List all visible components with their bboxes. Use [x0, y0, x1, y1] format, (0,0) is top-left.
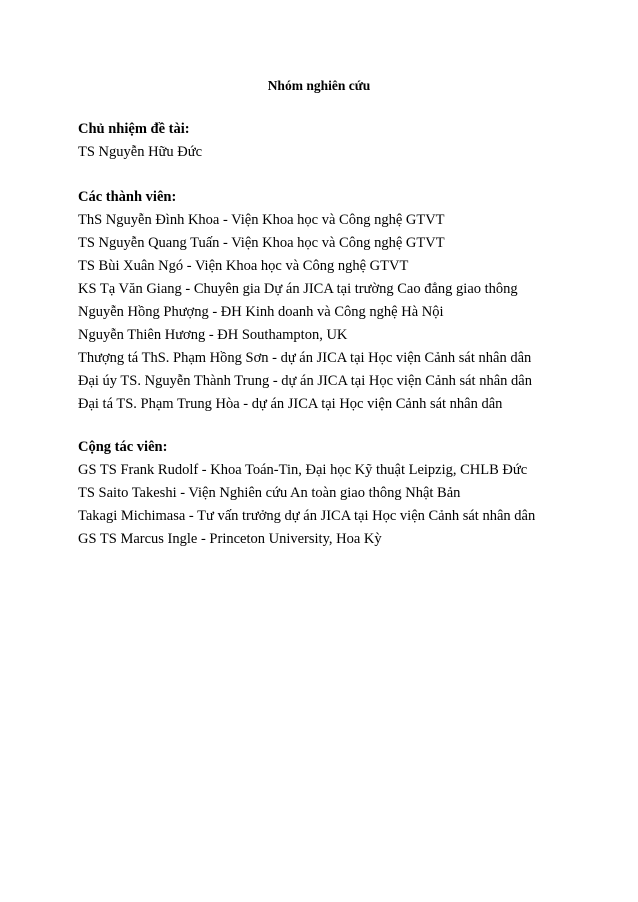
- leader-name: TS Nguyễn Hữu Đức: [78, 144, 203, 160]
- member-item: KS Tạ Văn Giang - Chuyên gia Dự án JICA tại trường Cao đẳng giao thông: [78, 281, 518, 297]
- collaborators-heading: Cộng tác viên:: [78, 439, 168, 455]
- leader-section: [78, 118, 608, 164]
- member-item: TS Bùi Xuân Ngó - Viện Khoa học và Công nghệ GTVT: [78, 258, 409, 274]
- member-item: ThS Nguyễn Đình Khoa - Viện Khoa học và Công nghệ GTVT: [78, 212, 445, 228]
- collaborator-item: GS TS Frank Rudolf - Khoa Toán-Tin, Đại học Kỹ thuật Leipzig, CHLB Đức: [78, 462, 528, 478]
- collaborator-item: GS TS Marcus Ingle - Princeton University, Hoa Kỳ: [78, 531, 382, 547]
- members-heading: Các thành viên:: [78, 189, 177, 205]
- member-item: Nguyễn Hồng Phượng - ĐH Kinh doanh và Công nghệ Hà Nội: [78, 304, 444, 320]
- member-item: TS Nguyễn Quang Tuấn - Viện Khoa học và Công nghệ GTVT: [78, 235, 445, 251]
- member-item: Nguyễn Thiên Hương - ĐH Southampton, UK: [78, 327, 348, 343]
- collaborators-section: [78, 436, 608, 551]
- collaborator-item: TS Saito Takeshi - Viện Nghiên cứu An toàn giao thông Nhật Bản: [78, 485, 461, 501]
- collaborator-item: Takagi Michimasa - Tư vấn trưởng dự án JICA tại Học viện Cảnh sát nhân dân: [78, 508, 536, 524]
- member-item: Đại tá TS. Phạm Trung Hòa - dự án JICA tại Học viện Cảnh sát nhân dân: [78, 396, 503, 412]
- document-title: Nhóm nghiên cứu: [267, 78, 371, 93]
- members-section: [78, 186, 608, 416]
- member-item: Thượng tá ThS. Phạm Hồng Sơn - dự án JICA tại Học viện Cảnh sát nhân dân: [78, 350, 532, 366]
- member-item: Đại úy TS. Nguyễn Thành Trung - dự án JICA tại Học viện Cảnh sát nhân dân: [78, 373, 532, 389]
- leader-heading: Chủ nhiệm đề tài:: [78, 121, 190, 137]
